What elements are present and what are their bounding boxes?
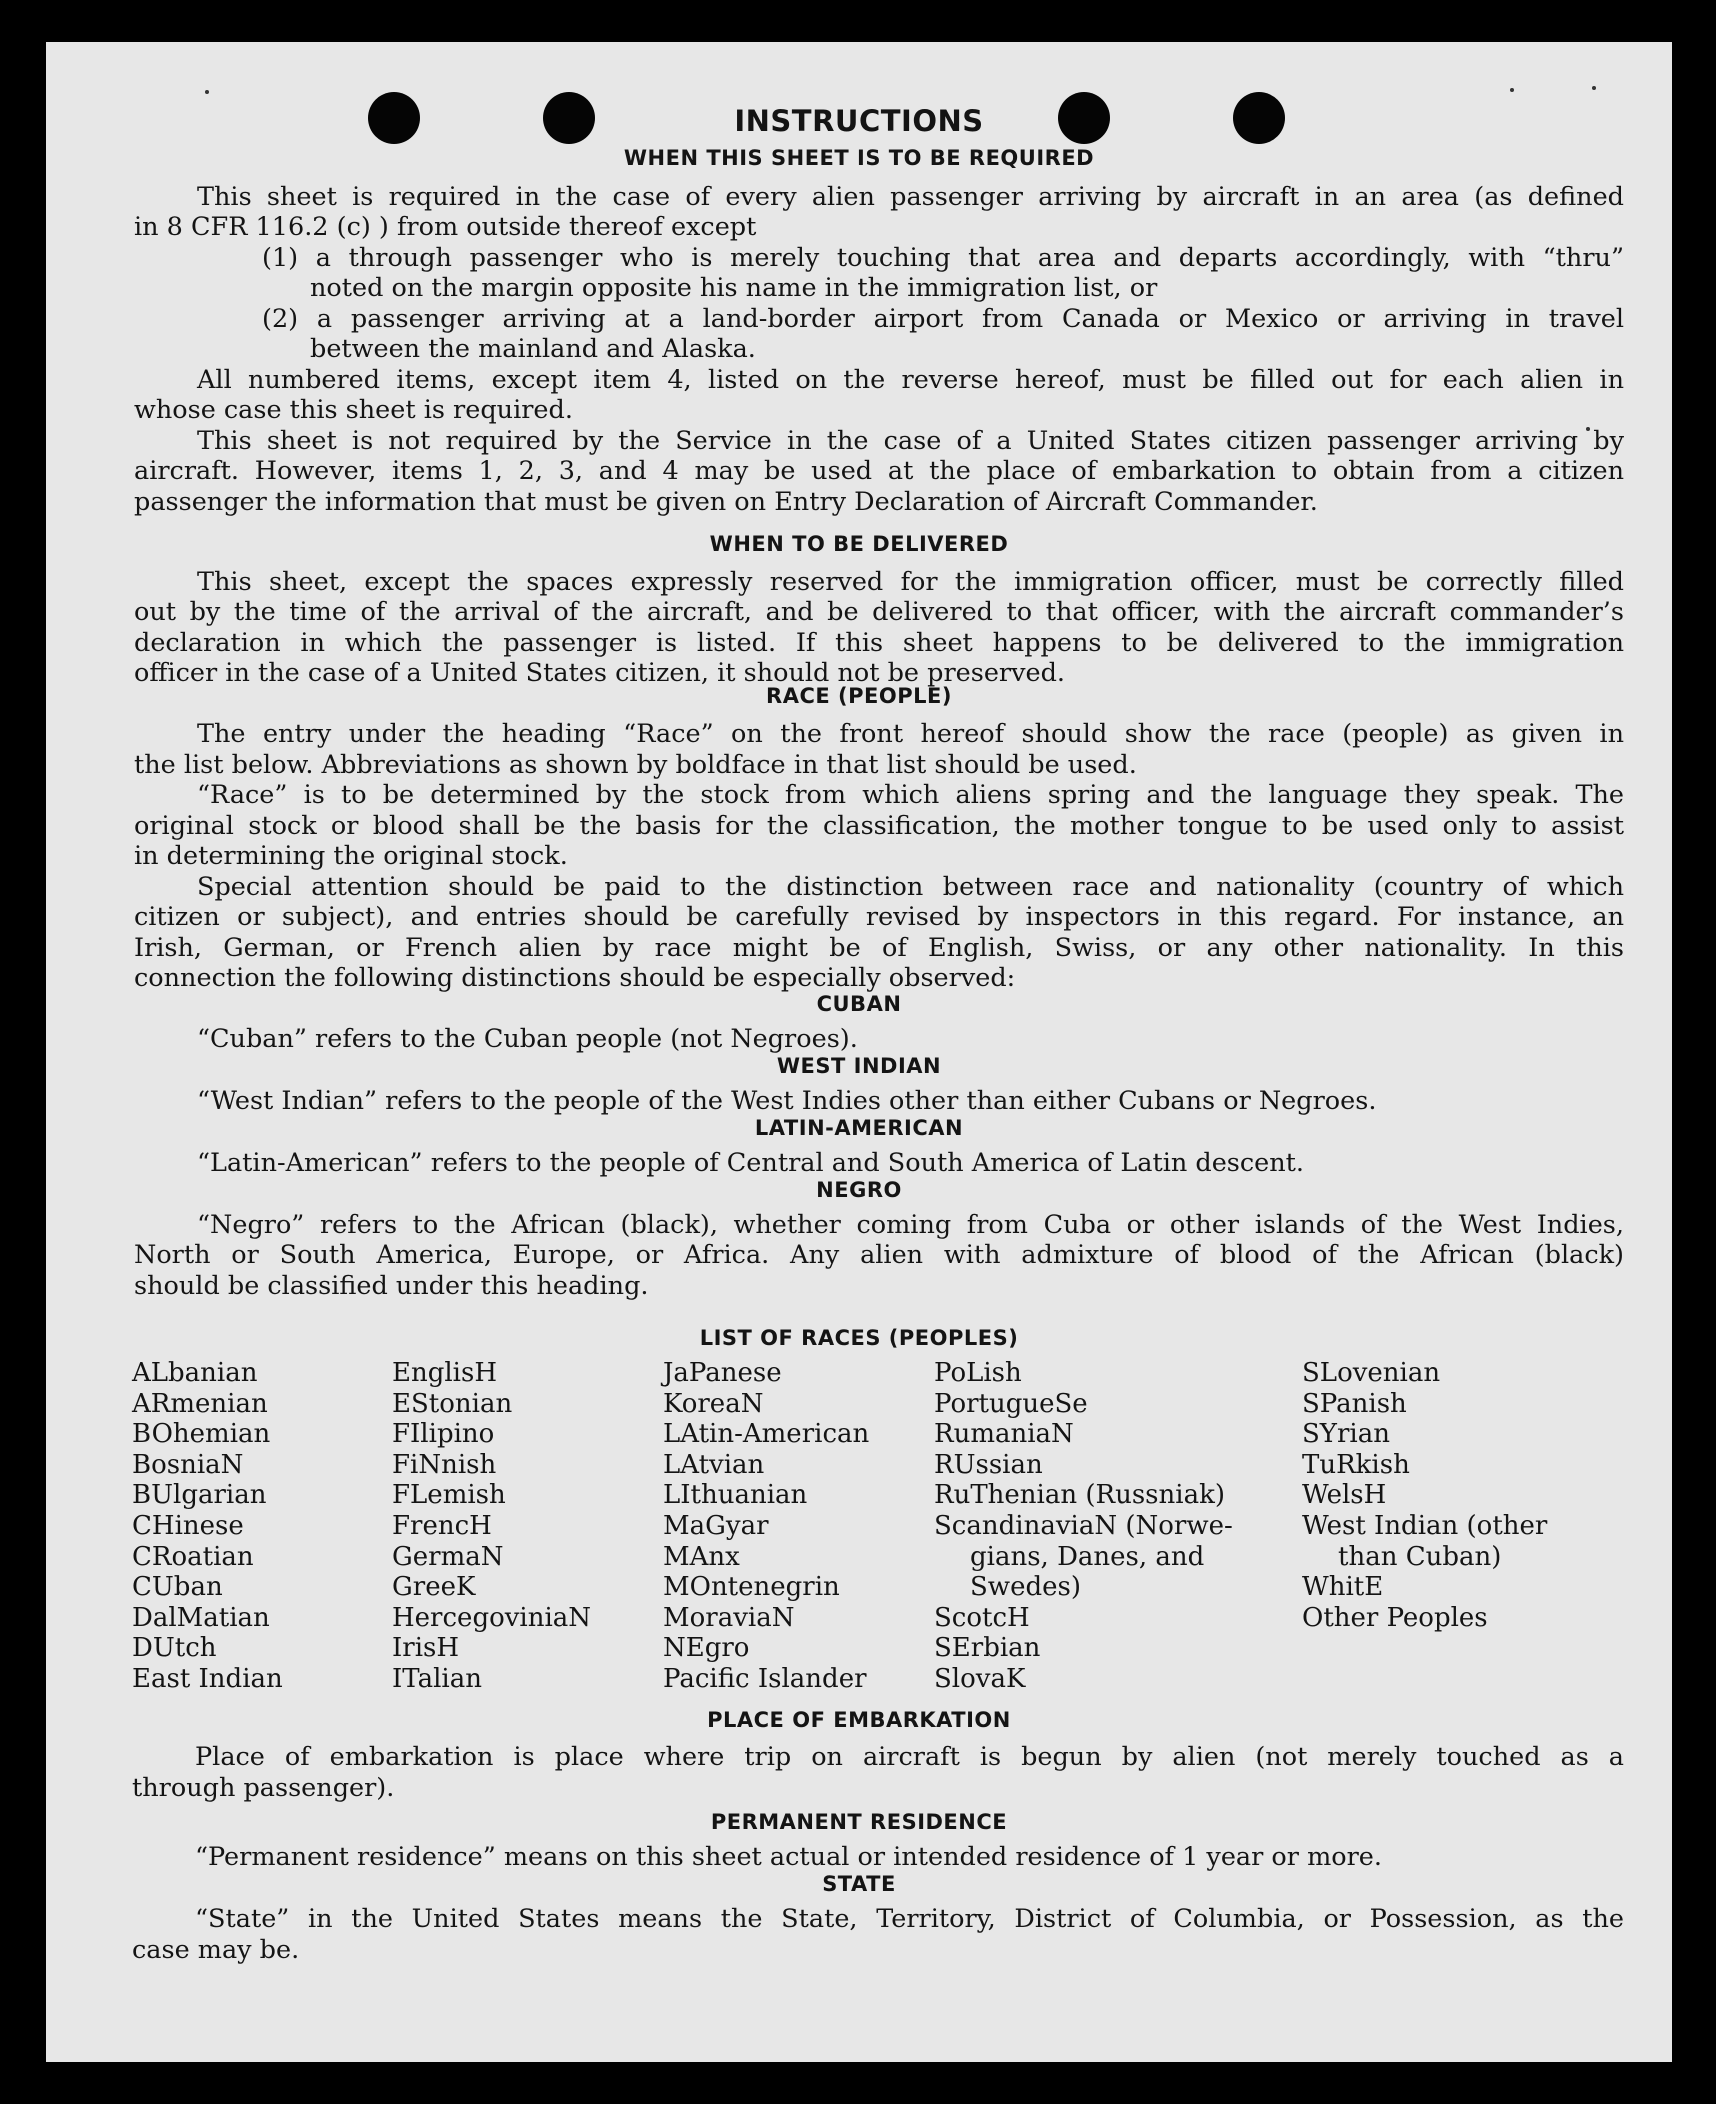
race-item: ARmenian [132,1388,268,1419]
race-item: TuRkish [1302,1449,1410,1480]
race-item: DalMatian [132,1602,270,1633]
race-item: PortugueSe [934,1388,1088,1419]
heading-negro: NEGRO [816,1178,902,1202]
race-item: WhitE [1302,1572,1384,1603]
race-item: IrisH [392,1633,460,1664]
race-item: FrencH [392,1510,492,1541]
race-item: CHinese [132,1510,244,1541]
race-item: SErbian [934,1633,1041,1664]
text-line: aircraft. However, items 1, 2, 3, and 4 may be used at the place of embarkation to obtain from a citizen [134,456,1624,486]
text-line: should be classified under this heading. [134,1271,649,1301]
heading-latin-american: LATIN-AMERICAN [754,1116,964,1140]
text-line: between the mainland and Alaska. [310,334,756,364]
text-line: “Latin-American” refers to the people of Central and South America of Latin descent. [197,1148,1305,1178]
race-item: FIlipino [392,1419,495,1450]
race-item: ScandinaviaN (Norwe- [934,1510,1233,1541]
text-line: out by the time of the arrival of the aircraft, and be delivered to that officer, with the aircraft commander’s [134,597,1624,627]
race-item: DUtch [132,1633,217,1664]
text-line: (2) a passenger arriving at a land-border airport from Canada or Mexico or arriving in travel [262,304,1624,334]
text-line: citizen or subject), and entries should be carefully revised by inspectors in this regard. For instance, an [134,902,1624,932]
heading-permanent-residence: PERMANENT RESIDENCE [710,1810,1008,1834]
race-item: ScotcH [934,1602,1030,1633]
race-item: NEgro [663,1633,750,1664]
text-line: The entry under the heading “Race” on the front hereof should show the race (people) as given in [197,719,1624,749]
heading-when-required: WHEN THIS SHEET IS TO BE REQUIRED [623,146,1095,170]
text-line: passenger the information that must be given on Entry Declaration of Aircraft Commander. [134,487,1318,517]
race-item: ITalian [392,1663,482,1694]
text-line: officer in the case of a United States citizen, it should not be preserved. [134,658,1066,688]
text-line: This sheet is not required by the Service in the case of a United States citizen passenger arriving by [197,426,1624,456]
race-item: BOhemian [132,1419,271,1450]
race-item: FLemish [392,1480,506,1511]
race-item: PoLish [934,1358,1022,1388]
race-item: GreeK [392,1572,476,1603]
text-line: Place of embarkation is place where trip on aircraft is begun by alien (not merely touched as a [195,1742,1624,1772]
race-item: RUssian [934,1449,1043,1480]
races-column-1 [132,1358,283,1695]
races-column-4 [934,1358,1233,1695]
speck [1510,88,1514,92]
race-item: SlovaK [934,1663,1026,1694]
race-item: HercegoviniaN [392,1602,592,1633]
text-line: This sheet is required in the case of every alien passenger arriving by aircraft in an area (as defined [197,182,1624,212]
race-item: WelsH [1302,1480,1387,1511]
heading-state: STATE [822,1872,896,1896]
text-line: North or South America, Europe, or Africa. Any alien with admixture of blood of the African (black) [134,1240,1624,1270]
race-item: RuThenian (Russniak) [934,1480,1225,1511]
heading-list-of-races: LIST OF RACES (PEOPLES) [699,1326,1019,1350]
race-item: KoreaN [663,1388,764,1419]
text-line: “Permanent residence” means on this sheet actual or intended residence of 1 year or more. [195,1842,1382,1872]
title-instructions: INSTRUCTIONS [734,104,984,138]
race-item: SPanish [1302,1388,1407,1419]
race-item: LAtin-American [663,1419,870,1450]
race-item: EnglisH [392,1358,498,1388]
heading-cuban: CUBAN [816,992,902,1016]
race-item: CUban [132,1572,223,1603]
text-line: through passenger). [132,1773,395,1803]
heading-west-indian: WEST INDIAN [776,1054,942,1078]
race-item: GermaN [392,1541,504,1572]
text-line: This sheet, except the spaces expressly reserved for the immigration officer, must be correctly filled [197,567,1624,597]
text-line: original stock or blood shall be the basis for the classification, the mother tongue to be used only to assist [134,811,1624,841]
race-item: Other Peoples [1302,1602,1488,1633]
speck [205,90,209,94]
text-line: (1) a through passenger who is merely touching that area and departs accordingly, with “thru” [262,243,1624,273]
text-line: in 8 CFR 116.2 (c) ) from outside thereof except [134,212,757,242]
text-line: in determining the original stock. [134,841,568,871]
race-item: MaGyar [663,1510,769,1541]
race-item: SYrian [1302,1419,1390,1450]
text-line: connection the following distinctions should be especially observed: [134,963,1016,993]
text-line: whose case this sheet is required. [134,395,573,425]
heading-when-delivered: WHEN TO BE DELIVERED [709,532,1009,556]
race-item: ALbanian [132,1358,258,1388]
heading-race-people: RACE (PEOPLE) [766,684,952,708]
races-column-2 [392,1358,591,1695]
text-line: declaration in which the passenger is listed. If this sheet happens to be delivered to the immigration [134,628,1624,658]
race-item: gians, Danes, and [970,1541,1205,1572]
race-item: BosniaN [132,1449,244,1480]
race-item: MAnx [663,1541,740,1572]
race-item: MOntenegrin [663,1572,840,1603]
race-item: SLovenian [1302,1358,1441,1388]
text-line: case may be. [132,1935,300,1965]
race-item: CRoatian [132,1541,254,1572]
race-item: than Cuban) [1338,1541,1502,1572]
text-line: “Negro” refers to the African (black), whether coming from Cuba or other islands of the West Indies, [197,1210,1624,1240]
race-item: LAtvian [663,1449,765,1480]
race-item: East Indian [132,1663,283,1694]
document-page [46,42,1672,2062]
race-item: Swedes) [970,1572,1081,1603]
text-line: noted on the margin opposite his name in the immigration list, or [310,273,1158,303]
races-column-5 [1302,1358,1547,1633]
text-line: Special attention should be paid to the distinction between race and nationality (country of which [197,872,1624,902]
heading-place-of-embarkation: PLACE OF EMBARKATION [707,1708,1011,1732]
text-line: “State” in the United States means the State, Territory, District of Columbia, or Possession, as the [195,1904,1624,1934]
races-column-3 [663,1358,869,1695]
text-line: Irish, German, or French alien by race might be of English, Swiss, or any other nationality. In this [134,933,1624,963]
text-line: “West Indian” refers to the people of the West Indies other than either Cubans or Negroes. [197,1086,1377,1116]
race-item: LIthuanian [663,1480,808,1511]
text-line: All numbered items, except item 4, listed on the reverse hereof, must be filled out for each alien in [197,365,1624,395]
text-line: “Race” is to be determined by the stock from which aliens spring and the language they speak. The [197,780,1624,810]
race-item: West Indian (other [1302,1510,1548,1541]
text-line: “Cuban” refers to the Cuban people (not Negroes). [197,1024,858,1054]
race-item: BUlgarian [132,1480,267,1511]
race-item: RumaniaN [934,1419,1074,1450]
race-item: FiNnish [392,1449,497,1480]
speck [1592,86,1596,90]
race-item: JaPanese [663,1358,782,1388]
race-item: EStonian [392,1388,513,1419]
race-item: MoraviaN [663,1602,795,1633]
text-line: the list below. Abbreviations as shown by boldface in that list should be used. [134,750,1137,780]
race-item: Pacific Islander [663,1663,867,1694]
